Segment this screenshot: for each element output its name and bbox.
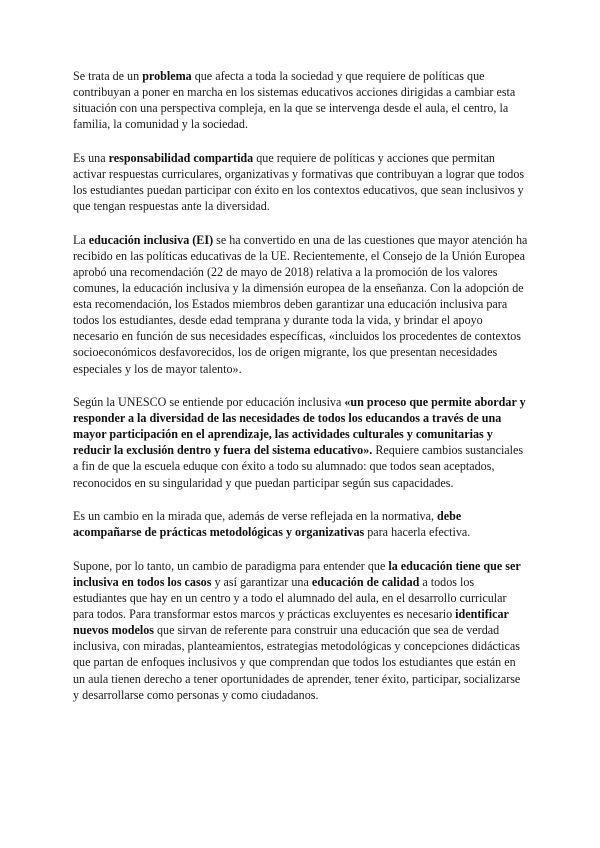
text-span: que sirvan de referente para construir una educación que sea de verdad inclusiva, con miradas, planteamientos, estrategias metodológicas y concepciones didácticas que partan de enfoques inclusivos y que comprendan que todos los estudiantes que están en un aula tienen derecho a tener oportunidades de aprender, tener éxito, participar, socializarse y desarrollarse como personas y como ciudadanos. bbox=[73, 623, 521, 702]
bold-term: debe acompañarse de prácticas metodológicas y organizativas bbox=[73, 509, 462, 540]
text-span: Es un cambio en la mirada que, además de verse reflejada en la normativa, bbox=[73, 509, 437, 524]
document-page bbox=[73, 68, 529, 720]
text-span: y así garantizar una bbox=[211, 574, 312, 589]
bold-term: identificar nuevos modelos bbox=[73, 607, 509, 638]
paragraph-5 bbox=[73, 508, 529, 540]
bold-term: la educación tiene que ser inclusiva en todos los casos bbox=[73, 558, 521, 589]
text-span: Se trata de un bbox=[73, 69, 143, 83]
paragraph-2 bbox=[73, 150, 529, 214]
paragraph-3 bbox=[73, 232, 529, 377]
bold-term: educación de calidad bbox=[311, 574, 420, 589]
paragraph-4 bbox=[73, 394, 529, 491]
text-span: La bbox=[73, 232, 89, 247]
text-span: para hacerla efectiva. bbox=[364, 525, 471, 540]
paragraph-6 bbox=[73, 558, 529, 703]
bold-quote: «un proceso que permite abordar y responder a la diversidad de las necesidades de todos los educandos a través de una mayor participación en el aprendizaje, las actividades culturales y comunitarias y reducir la exclusión dentro y fuera del sistema educativo». bbox=[73, 395, 526, 458]
text-span: se ha convertido en una de las cuestiones que mayor atención ha recibido en las políticas educativas de la UE. Recientemente, el Consejo de la Unión Europea aprobó una recomendación (22 de mayo de 2018) relativa a la promoción de los valores comunes, la educación inclusiva y la dimensión europea de la enseñanza. Con la adopción de esta recomendación, los Estados miembros deben garantizar una educación inclusiva para todos los estudiantes, desde edad temprana y durante toda la vida, y brindar el apoyo necesario en función de sus necesidades específicas, «incluidos los procedentes de contextos socioeconómicos desfavorecidos, los de origen migrante, los que presentan necesidades especiales y los de mayor talento». bbox=[73, 232, 528, 376]
bold-term: problema bbox=[142, 69, 192, 83]
paragraph-1 bbox=[73, 68, 529, 132]
text-span: que requiere de políticas y acciones que permitan activar respuestas curriculares, organizativas y formativas que contribuyan a lograr que todos los estudiantes puedan participar con éxito en los contextos educativos, que sean inclusivos y que tengan respuestas ante la diversidad. bbox=[73, 150, 525, 214]
text-span: que afecta a toda la sociedad y que requiere de políticas que contribuyan a poner en marcha en los sistemas educativos acciones dirigidas a cambiar esta situación con una perspectiva compleja, en la que se intervenga desde el aula, el centro, la familia, la comunidad y la sociedad. bbox=[73, 69, 516, 132]
text-span: Según la UNESCO se entiende por educación inclusiva bbox=[73, 395, 345, 410]
bold-term: educación inclusiva (EI) bbox=[88, 232, 214, 247]
text-span: Supone, por lo tanto, un cambio de paradigma para entender que bbox=[73, 558, 389, 573]
text-span: Requiere cambios sustanciales a fin de que la escuela eduque con éxito a todo su alumnado: que todos sean aceptados, reconocidos en su singularidad y que puedan participar según sus capacidades. bbox=[73, 443, 524, 490]
bold-term: responsabilidad compartida bbox=[108, 150, 254, 165]
text-span: Es una bbox=[73, 150, 109, 165]
text-span: a todos los estudiantes que hay en un centro y a todo el alumnado del aula, en el desarrollo curricular para todos. Para transformar estos marcos y prácticas excluyentes es necesario bbox=[73, 574, 507, 622]
